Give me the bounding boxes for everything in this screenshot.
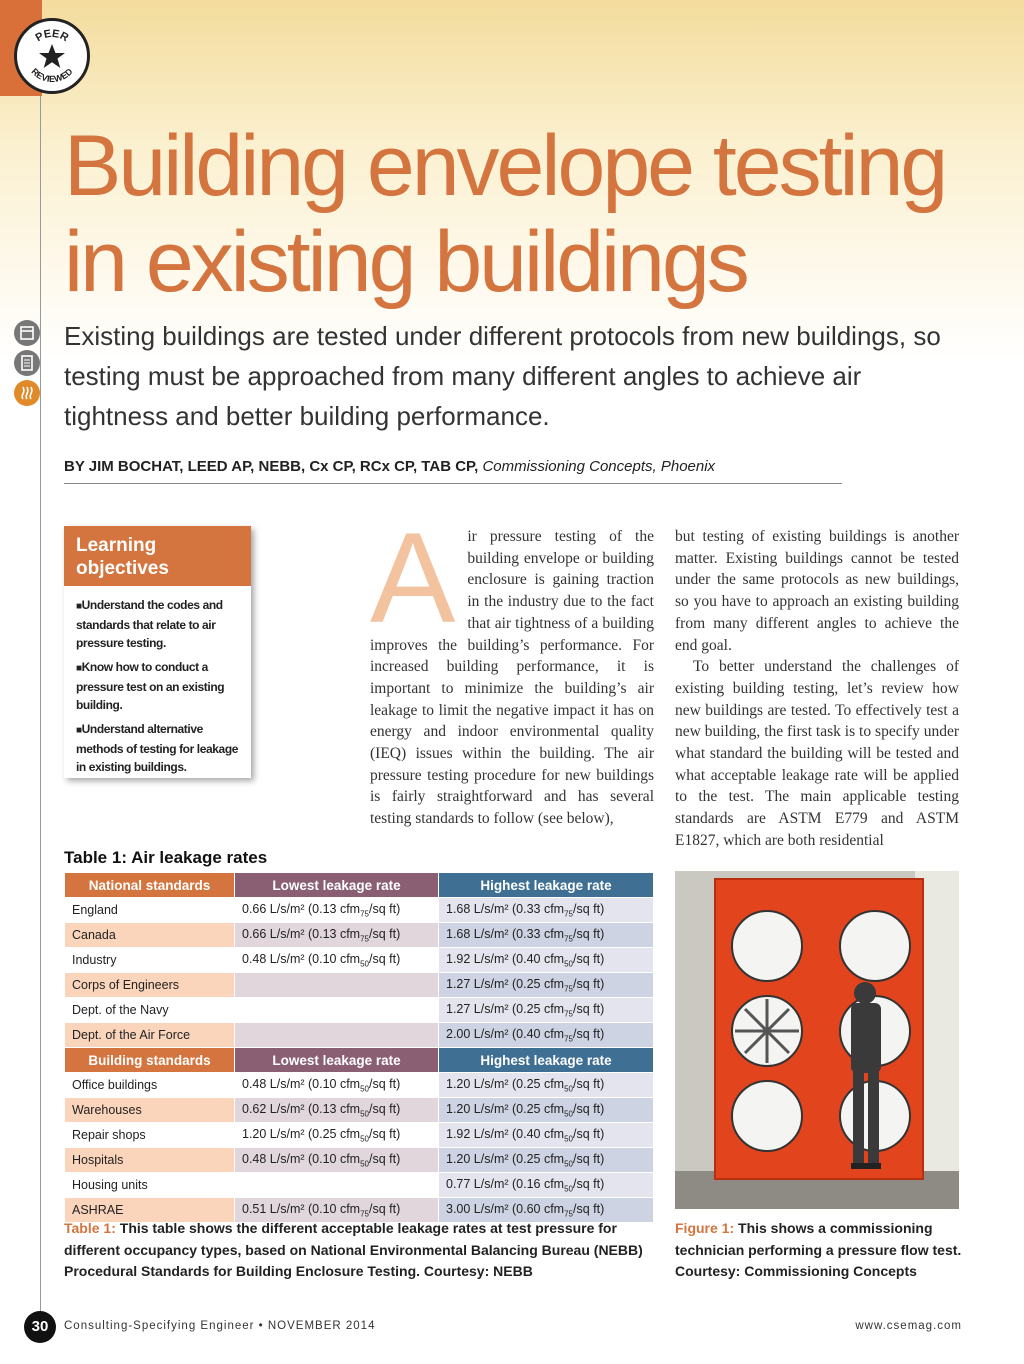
document-icon: [14, 350, 40, 376]
table-cell-label: Housing units: [65, 1173, 235, 1198]
rate-unit: /sq ft): [573, 1001, 605, 1016]
table-cell-rate: [439, 1148, 654, 1173]
rate-unit: /sq ft): [369, 1201, 401, 1216]
objective-item: ■ Know how to conduct a pressure test on an existing building.: [76, 658, 239, 714]
footer-publication: Consulting-Specifying Engineer • NOVEMBER 2014: [64, 1320, 376, 1332]
rate-value: 3.00 L/s/m² (0.60 cfm: [446, 1201, 565, 1216]
pressure-subscript: 50: [564, 1084, 574, 1094]
rate-unit: /sq ft): [573, 1026, 605, 1041]
svg-text:REVIEWED: [29, 66, 75, 84]
body-column-1: [370, 507, 654, 830]
svg-text:PEER: [34, 28, 71, 44]
table-cell-rate: [439, 948, 654, 973]
table-row: [65, 973, 654, 998]
figure-caption-text: This shows a commissioning technician performing a pressure flow test. Courtesy: Commissioning Concepts: [675, 1220, 962, 1279]
table-title: Table 1: Air leakage rates: [64, 848, 268, 867]
table-header-row: [65, 873, 654, 898]
table-cell-label: Industry: [65, 948, 235, 973]
rate-value: 0.48 L/s/m² (0.10 cfm: [242, 1151, 361, 1166]
byline: [64, 458, 842, 484]
rate-value: 1.20 L/s/m² (0.25 cfm: [446, 1151, 565, 1166]
table-cell-label: ASHRAE: [65, 1198, 235, 1223]
pressure-subscript: 75: [360, 934, 370, 944]
pressure-subscript: 75: [360, 1209, 370, 1219]
table-row: [65, 1123, 654, 1148]
footer-url: www.csemag.com: [855, 1320, 962, 1332]
section-icons: [14, 320, 42, 410]
pressure-subscript: 50: [360, 1109, 370, 1119]
byline-authors: BY JIM BOCHAT, LEED AP, NEBB, Cx CP, RCx CP, TAB CP,: [64, 458, 479, 475]
table-cell-label: Office buildings: [65, 1073, 235, 1098]
rate-value: 1.68 L/s/m² (0.33 cfm: [446, 901, 565, 916]
table-row: [65, 1173, 654, 1198]
byline-affiliation: Commissioning Concepts, Phoenix: [482, 458, 716, 475]
rate-value: 1.27 L/s/m² (0.25 cfm: [446, 1001, 565, 1016]
table-cell-rate: [439, 923, 654, 948]
body-paragraph: but testing of existing buildings is another matter. Existing buildings cannot be tested under the same protocols as new buildings, so you have to approach an existing building from many different angles to achieve the end goal.: [675, 528, 959, 654]
body-paragraph: To better understand the challenges of existing building testing, let’s review how new buildings are tested. To effectively test a new building, the first task is to specify under what standard the building will be tested and what acceptable leakage rate will be applied to the test. The main applicable testing standards are ASTM E779 and ASTM E1827, which are both residential: [675, 658, 959, 849]
objective-item: ■ Understand the codes and standards that relate to air pressure testing.: [76, 596, 239, 652]
table-row: [65, 898, 654, 923]
table-cell-rate: [235, 923, 439, 948]
pressure-subscript: 50: [360, 1159, 370, 1169]
rate-unit: /sq ft): [369, 926, 401, 941]
article-title: Building envelope testing in existing buildings: [64, 118, 946, 310]
table-cell-rate: [235, 973, 439, 998]
table-header-row: [65, 1048, 654, 1073]
table-cell-label: Warehouses: [65, 1098, 235, 1123]
table-cell-rate: [235, 1123, 439, 1148]
rate-unit: /sq ft): [369, 1076, 401, 1091]
rate-value: 0.66 L/s/m² (0.13 cfm: [242, 901, 361, 916]
rate-unit: /sq ft): [573, 1151, 605, 1166]
body-paragraph: ir pressure testing of the building envelope or building enclosure is gaining traction in the industry due to the fact that air tightness of a building improves the building’s performance. For increased building performance, it is important to minimize the building’s air leakage to limit the negative impact it has on energy and indoor environmental quality (IEQ) issues within the building. The air pressure testing procedure for new buildings is fairly straightforward and has several testing standards to follow (see below),: [370, 528, 654, 828]
table-cell-rate: [235, 1023, 439, 1048]
learning-objectives-box: [64, 526, 251, 778]
table-row: [65, 1023, 654, 1048]
badge-text-top: PEER: [33, 27, 71, 45]
pressure-subscript: 50: [360, 1134, 370, 1144]
air-leakage-table: [64, 872, 654, 1223]
rate-value: 0.48 L/s/m² (0.10 cfm: [242, 1076, 361, 1091]
rate-value: 0.77 L/s/m² (0.16 cfm: [446, 1176, 565, 1191]
rate-value: 0.51 L/s/m² (0.10 cfm: [242, 1201, 361, 1216]
table-cell-rate: [439, 1073, 654, 1098]
pressure-subscript: 50: [564, 959, 574, 969]
rate-value: 1.27 L/s/m² (0.25 cfm: [446, 976, 565, 991]
pressure-subscript: 75: [564, 1034, 574, 1044]
rate-unit: /sq ft): [573, 1201, 605, 1216]
rate-value: 0.62 L/s/m² (0.13 cfm: [242, 1101, 361, 1116]
table-cell-rate: [439, 1098, 654, 1123]
rate-unit: /sq ft): [573, 926, 605, 941]
table-header-cell: Lowest leakage rate: [235, 1048, 439, 1073]
rate-unit: /sq ft): [369, 1101, 401, 1116]
table-caption-text: This table shows the different acceptable leakage rates at test pressure for different occupancy types, based on National Environmental Balancing Bureau (NEBB) Procedural Standards for Building Enclosure Testing. Courtesy: NEBB: [64, 1220, 643, 1279]
table-row: [65, 1148, 654, 1173]
table-header-cell: Lowest leakage rate: [235, 873, 439, 898]
pressure-subscript: 75: [564, 909, 574, 919]
rate-value: 1.92 L/s/m² (0.40 cfm: [446, 1126, 565, 1141]
pressure-subscript: 75: [360, 909, 370, 919]
table-cell-rate: [439, 1173, 654, 1198]
body-column-2: [675, 526, 959, 852]
article-deck: Existing buildings are tested under different protocols from new buildings, so testing must be approached from many different angles to achieve air tightness and better building performance.: [64, 321, 941, 431]
peer-reviewed-badge: [14, 18, 90, 94]
table-cell-rate: [235, 1148, 439, 1173]
table-row: [65, 948, 654, 973]
table-cell-rate: [235, 1173, 439, 1198]
table-cell-label: Hospitals: [65, 1148, 235, 1173]
table-header-cell: Highest leakage rate: [439, 873, 654, 898]
rate-value: 1.68 L/s/m² (0.33 cfm: [446, 926, 565, 941]
rate-unit: /sq ft): [573, 1076, 605, 1091]
table-row: [65, 1098, 654, 1123]
rate-unit: /sq ft): [369, 1151, 401, 1166]
figure-photo: [675, 871, 959, 1209]
table-cell-rate: [235, 1073, 439, 1098]
rate-unit: /sq ft): [369, 901, 401, 916]
rate-unit: /sq ft): [573, 1101, 605, 1116]
table-cell-label: Canada: [65, 923, 235, 948]
table-header-cell: Building standards: [65, 1048, 235, 1073]
table-caption: [64, 1218, 644, 1283]
pressure-subscript: 50: [360, 959, 370, 969]
rate-unit: /sq ft): [369, 951, 401, 966]
table-cell-rate: [439, 898, 654, 923]
pressure-subscript: 75: [564, 984, 574, 994]
rate-unit: /sq ft): [573, 901, 605, 916]
learning-objectives-list: [64, 586, 251, 776]
pressure-subscript: 75: [564, 1009, 574, 1019]
rate-value: 1.92 L/s/m² (0.40 cfm: [446, 951, 565, 966]
rate-unit: /sq ft): [573, 1126, 605, 1141]
objective-item: ■ Understand alternative methods of testing for leakage in existing buildings.: [76, 720, 239, 776]
table-cell-rate: [439, 998, 654, 1023]
page-number: 30: [24, 1311, 56, 1343]
table-cell-rate: [235, 948, 439, 973]
rate-value: 1.20 L/s/m² (0.25 cfm: [446, 1101, 565, 1116]
table-cell-rate: [235, 998, 439, 1023]
pressure-subscript: 75: [564, 1209, 574, 1219]
table-cell-label: Corps of Engineers: [65, 973, 235, 998]
calendar-icon: [14, 320, 40, 346]
table-cell-rate: [235, 1098, 439, 1123]
table-cell-label: Dept. of the Air Force: [65, 1023, 235, 1048]
table-cell-rate: [235, 898, 439, 923]
star-icon: [39, 44, 65, 68]
table-cell-label: England: [65, 898, 235, 923]
pressure-subscript: 50: [360, 1084, 370, 1094]
table-header-cell: Highest leakage rate: [439, 1048, 654, 1073]
table-row: [65, 998, 654, 1023]
table-row: [65, 923, 654, 948]
table-cell-rate: [439, 973, 654, 998]
rate-unit: /sq ft): [369, 1126, 401, 1141]
badge-text-bottom: REVIEWED: [29, 66, 75, 85]
rate-unit: /sq ft): [573, 976, 605, 991]
rate-value: 1.20 L/s/m² (0.25 cfm: [242, 1126, 361, 1141]
table-cell-label: Dept. of the Navy: [65, 998, 235, 1023]
table-row: [65, 1073, 654, 1098]
rate-value: 0.48 L/s/m² (0.10 cfm: [242, 951, 361, 966]
rate-unit: /sq ft): [573, 1176, 605, 1191]
pressure-subscript: 50: [564, 1109, 574, 1119]
drop-cap: A: [370, 507, 456, 650]
rate-value: 1.20 L/s/m² (0.25 cfm: [446, 1076, 565, 1091]
rate-value: 2.00 L/s/m² (0.40 cfm: [446, 1026, 565, 1041]
pressure-subscript: 50: [564, 1184, 574, 1194]
pressure-subscript: 50: [564, 1159, 574, 1169]
table-cell-rate: [439, 1023, 654, 1048]
heat-icon: [14, 380, 40, 406]
pressure-subscript: 75: [564, 934, 574, 944]
figure-caption-label: Figure 1:: [675, 1220, 735, 1236]
figure-caption: [675, 1218, 965, 1283]
rate-value: 0.66 L/s/m² (0.13 cfm: [242, 926, 361, 941]
margin-rule: [40, 96, 41, 1326]
table-header-cell: National standards: [65, 873, 235, 898]
rate-unit: /sq ft): [573, 951, 605, 966]
table-caption-label: Table 1:: [64, 1220, 116, 1236]
pressure-subscript: 50: [564, 1134, 574, 1144]
table-cell-rate: [439, 1123, 654, 1148]
learning-objectives-heading: Learning objectives: [64, 526, 251, 586]
table-cell-label: Repair shops: [65, 1123, 235, 1148]
